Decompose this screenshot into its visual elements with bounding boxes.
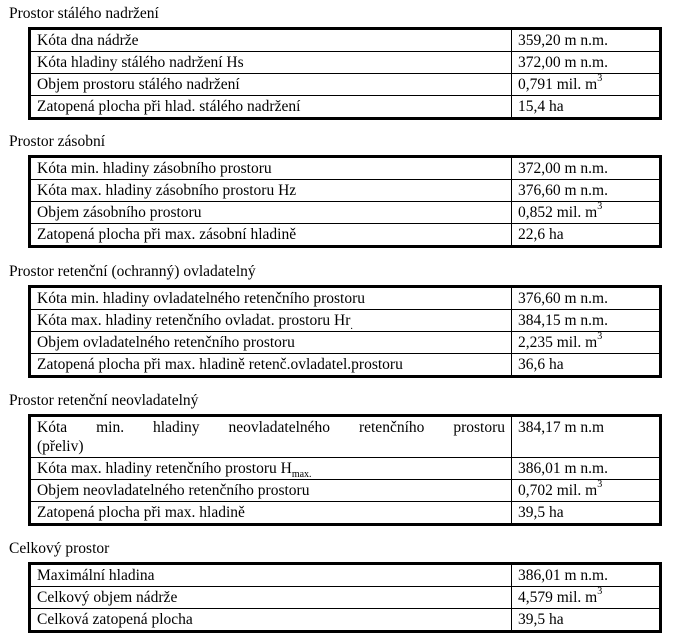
row-value: 39,5 ha: [518, 504, 564, 521]
table-row: [31, 480, 659, 502]
row-value: 386,01 m n.m.: [518, 460, 608, 477]
row-label-line1: Kóta min. hladiny neovladatelného retenčního prostoru: [37, 419, 505, 436]
row-value: 39,5 ha: [518, 611, 564, 628]
table-row: [31, 180, 659, 202]
table-row: [31, 202, 659, 224]
row-value: 386,01 m n.m.: [518, 567, 608, 584]
superscript: 3: [597, 585, 603, 597]
table-row: [31, 224, 659, 245]
section-title: Celkový prostor: [9, 540, 110, 557]
table-row: [31, 587, 659, 609]
section-title: Prostor stálého nadržení: [9, 5, 159, 22]
table-row: [31, 332, 659, 354]
row-label: Zatopená plocha při max. zásobní hladině: [31, 224, 512, 245]
superscript: 3: [597, 478, 603, 490]
row-label-cell: [31, 310, 512, 331]
row-value-cell: [512, 480, 659, 501]
row-value-cell: [512, 587, 659, 608]
data-table: [28, 155, 662, 248]
row-label: Zatopená plocha při max. hladině retenč.ovladatel.prostoru: [31, 354, 512, 375]
row-value: 22,6 ha: [518, 226, 564, 243]
data-table: [28, 285, 662, 378]
row-value: 372,00 m n.m.: [518, 54, 608, 71]
row-value-cell: [512, 202, 659, 223]
row-label: Objem prostoru stálého nadržení: [31, 74, 512, 95]
row-value: 359,20 m n.m.: [518, 32, 608, 49]
table-row: [31, 158, 659, 180]
row-label: Kóta min. hladiny ovladatelného retenčního prostoru: [31, 288, 512, 309]
table-row: [31, 96, 659, 117]
superscript: 3: [597, 72, 603, 84]
table-row: [31, 30, 659, 52]
row-label: Kóta max. hladiny retenčního prostoru H: [37, 460, 292, 477]
superscript: 3: [597, 200, 603, 212]
row-value: 376,60 m n.m.: [518, 182, 608, 199]
row-label: Kóta dna nádrže: [31, 30, 512, 51]
table-row: [31, 458, 659, 480]
subscript: .: [350, 321, 353, 331]
row-value: 36,6 ha: [518, 356, 564, 373]
table-row: [31, 288, 659, 310]
row-label: Kóta hladiny stálého nadržení Hs: [31, 52, 512, 73]
section-title: Prostor retenční (ochranný) ovladatelný: [9, 263, 256, 280]
row-label: Objem ovladatelného retenčního prostoru: [31, 332, 512, 353]
row-value: 376,60 m n.m.: [518, 290, 608, 307]
row-value: 4,579 mil. m: [518, 589, 598, 606]
table-row: [31, 609, 659, 630]
subscript: max.: [291, 469, 312, 479]
row-value-cell: [512, 74, 659, 95]
row-label: Zatopená plocha při max. hladině: [31, 502, 512, 523]
table-row: [31, 417, 659, 458]
data-table: [28, 562, 662, 633]
section-title: Prostor zásobní: [9, 133, 106, 150]
row-label: Celkový objem nádrže: [31, 587, 512, 608]
table-row: [31, 310, 659, 332]
row-value: 0,702 mil. m: [518, 482, 598, 499]
table-row: [31, 565, 659, 587]
row-label: Kóta min. hladiny zásobního prostoru: [31, 158, 512, 179]
row-value: 372,00 m n.m.: [518, 160, 608, 177]
row-value: 0,791 mil. m: [518, 76, 598, 93]
row-label-line2: (přeliv): [37, 438, 84, 455]
row-value: 0,852 mil. m: [518, 204, 598, 221]
row-value: 384,15 m n.m.: [518, 312, 608, 329]
row-label: Objem zásobního prostoru: [31, 202, 512, 223]
table-row: [31, 74, 659, 96]
table-row: [31, 354, 659, 375]
row-label-cell: [31, 417, 512, 457]
row-value-cell: [512, 332, 659, 353]
data-table: [28, 27, 662, 120]
row-label-cell: [31, 458, 512, 479]
data-table: [28, 414, 662, 526]
table-row: [31, 52, 659, 74]
superscript: 3: [597, 330, 603, 342]
table-row: [31, 502, 659, 523]
row-value: 384,17 m n.m: [518, 419, 605, 436]
section-title: Prostor retenční neovladatelný: [9, 392, 199, 409]
row-label: Kóta max. hladiny retenčního ovladat. prostoru Hr: [37, 312, 351, 329]
row-label: Maximální hladina: [31, 565, 512, 586]
row-label: Zatopená plocha při hlad. stálého nadržení: [31, 96, 512, 117]
row-value: 15,4 ha: [518, 98, 564, 115]
row-label: Objem neovladatelného retenčního prostoru: [31, 480, 512, 501]
row-label: Kóta max. hladiny zásobního prostoru Hz: [31, 180, 512, 201]
row-label: Celková zatopená plocha: [31, 609, 512, 630]
row-value: 2,235 mil. m: [518, 334, 598, 351]
